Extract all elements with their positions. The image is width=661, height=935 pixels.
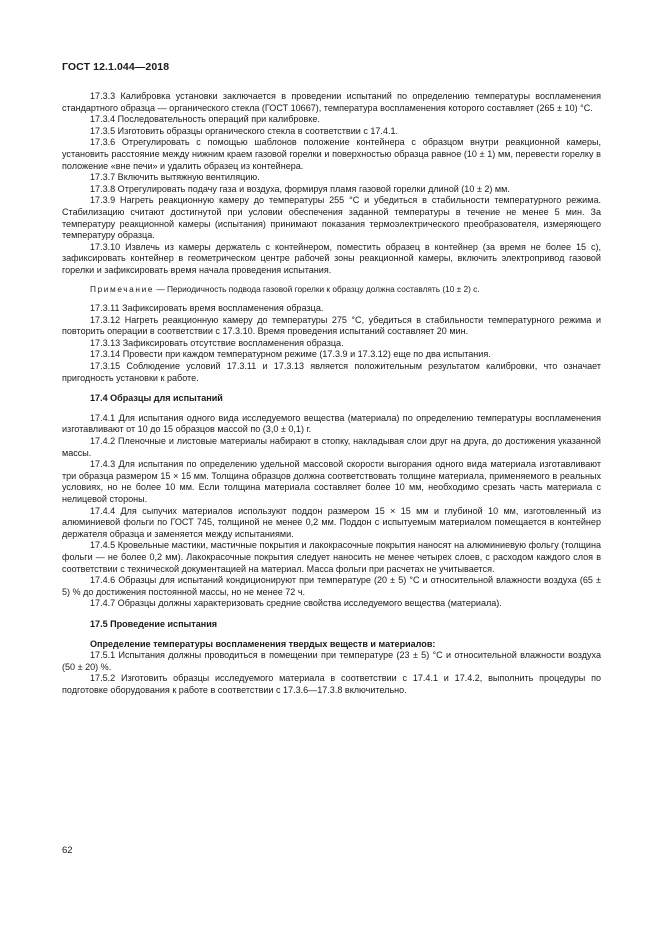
paragraph-17-3-15: 17.3.15 Соблюдение условий 17.3.11 и 17.3.13 является положительным результатом калибровки, что означает пригодность установки к работе.	[62, 361, 601, 383]
paragraph-17-4-4: 17.4.4 Для сыпучих материалов используют поддон размером 15 × 15 мм и глубиной 10 мм, изготовленный из алюминиевой фольги по ГОСТ 745, толщиной не менее 0,2 мм. Поддон с испытуемым материалом помещается в контейнер держателя образца и заменяется между испытаниями.	[62, 505, 601, 539]
paragraph-17-4-6: 17.4.6 Образцы для испытаний кондиционируют при температуре (20 ± 5) °С и относительной влажности воздуха (65 ± 5) % до достижения постоянной массы, но не менее 72 ч.	[62, 575, 601, 597]
note-text: — Периодичность подвода газовой горелки к образцу должна составлять (10 ± 2) с.	[154, 283, 480, 294]
paragraph-17-3-6: 17.3.6 Отрегулировать с помощью шаблонов положение контейнера с образцом внутри реакционной камеры, установить расстояние между нижним краем газовой горелки и поверхностью образца равное (10 ± 1) мм, перевести горелку в положение «вне печи» и удалить образец из контейнера.	[62, 137, 601, 171]
paragraph-17-5-1: 17.5.1 Испытания должны проводиться в помещении при температуре (23 ± 5) °С и относительной влажности воздуха (50 ± 20) %.	[62, 650, 601, 672]
paragraph-17-3-13: 17.3.13 Зафиксировать отсутствие воспламенения образца.	[90, 337, 344, 348]
note-label: Примечание	[90, 283, 155, 294]
section-heading-17-5: 17.5 Проведение испытания	[90, 618, 218, 629]
paragraph-17-3-11: 17.3.11 Зафиксировать время воспламенения образца.	[90, 303, 324, 314]
page-body	[62, 91, 601, 697]
paragraph-17-3-7: 17.3.7 Включить вытяжную вентиляцию.	[90, 172, 260, 183]
section-heading-17-4: 17.4 Образцы для испытаний	[90, 393, 223, 404]
paragraph-17-5-2: 17.5.2 Изготовить образцы исследуемого материала в соответствии с 17.4.1 и 17.4.2, выполнить процедуры по подготовке оборудования к работе в соответствии с 17.3.6—17.3.8 включительно.	[62, 673, 601, 695]
paragraph-17-4-5: 17.4.5 Кровельные мастики, мастичные покрытия и лакокрасочные покрытия наносят на алюминиевую фольгу (толщина фольги — не более 0,2 мм). Лакокрасочные покрытия следует наносить не менее четырех слоев, с расходом каждого слоя в соответствии с технической документацией на материал. Масса фольги при расчетах не учитывается.	[62, 540, 601, 574]
paragraph-17-3-12: 17.3.12 Нагреть реакционную камеру до температуры 275 °С, убедиться в стабильности температурного режима и повторить операции в соответствии с 17.3.10. Время проведения испытаний составляет 20 мин.	[62, 314, 601, 337]
paragraph-17-3-9: 17.3.9 Нагреть реакционную камеру до температуры 255 °С и убедиться в стабильности температурного режима. Стабилизацию считают достигнутой при условии обеспечения заданной температуры в течение не менее 5 мин. За температуру реакционной камеры (испытания) принимают показания термоэлектрического преобразователя, измеряющего температуру образца.	[62, 195, 601, 241]
paragraph-17-4-7: 17.4.7 Образцы должны характеризовать средние свойства исследуемого вещества (материала).	[90, 598, 502, 609]
paragraph-17-4-1: 17.4.1 Для испытания одного вида исследуемого вещества (материала) по определению температуры воспламенения изготавливают от 10 до 15 образцов массой по (3,0 ± 0,1) г.	[62, 412, 601, 435]
document-header: ГОСТ 12.1.044—2018	[62, 61, 170, 73]
paragraph-17-4-2: 17.4.2 Пленочные и листовые материалы набирают в стопку, накладывая слои друг на друга, до достижения указанной массы.	[62, 436, 601, 458]
paragraph-17-3-10: 17.3.10 Извлечь из камеры держатель с контейнером, поместить образец в контейнер (за время не более 15 с), зафиксировать контейнер в геометрическом центре рабочей зоны реакционной камеры, включить электропривод газовой горелки и зафиксировать время начала проведения испытания.	[62, 241, 601, 275]
paragraph-17-3-5: 17.3.5 Изготовить образцы органического стекла в соответствии с 17.4.1.	[90, 125, 399, 136]
page-number: 62	[62, 845, 73, 856]
subheading-ignition-temperature: Определение температуры воспламенения твердых веществ и материалов:	[90, 638, 436, 649]
paragraph-17-3-4: 17.3.4 Последовательность операций при калибровке.	[90, 114, 320, 125]
paragraph-17-3-8: 17.3.8 Отрегулировать подачу газа и воздуха, формируя пламя газовой горелки длиной (10 ± 2) мм.	[90, 183, 510, 194]
paragraph-17-3-14: 17.3.14 Провести при каждом температурном режиме (17.3.9 и 17.3.12) еще по два испытания.	[90, 349, 491, 360]
paragraph-17-3-3: 17.3.3 Калибровка установки заключается в проведении испытаний по определению температуры воспламенения стандартного образца — органического стекла (ГОСТ 10667), температура воспламенения которого составляет (265 ± 10) °С.	[62, 91, 601, 113]
paragraph-17-4-3: 17.4.3 Для испытания по определению удельной массовой скорости выгорания одного вида материала изготавливают три образца размером 15 × 15 мм. Толщина образцов должна соответствовать толщине материала, применяемого в реальных условиях, но не более 10 мм. Если толщина материала составляет более 10 мм, необходимо срезать часть материала с нелицевой стороны.	[62, 459, 601, 504]
note	[62, 284, 601, 296]
